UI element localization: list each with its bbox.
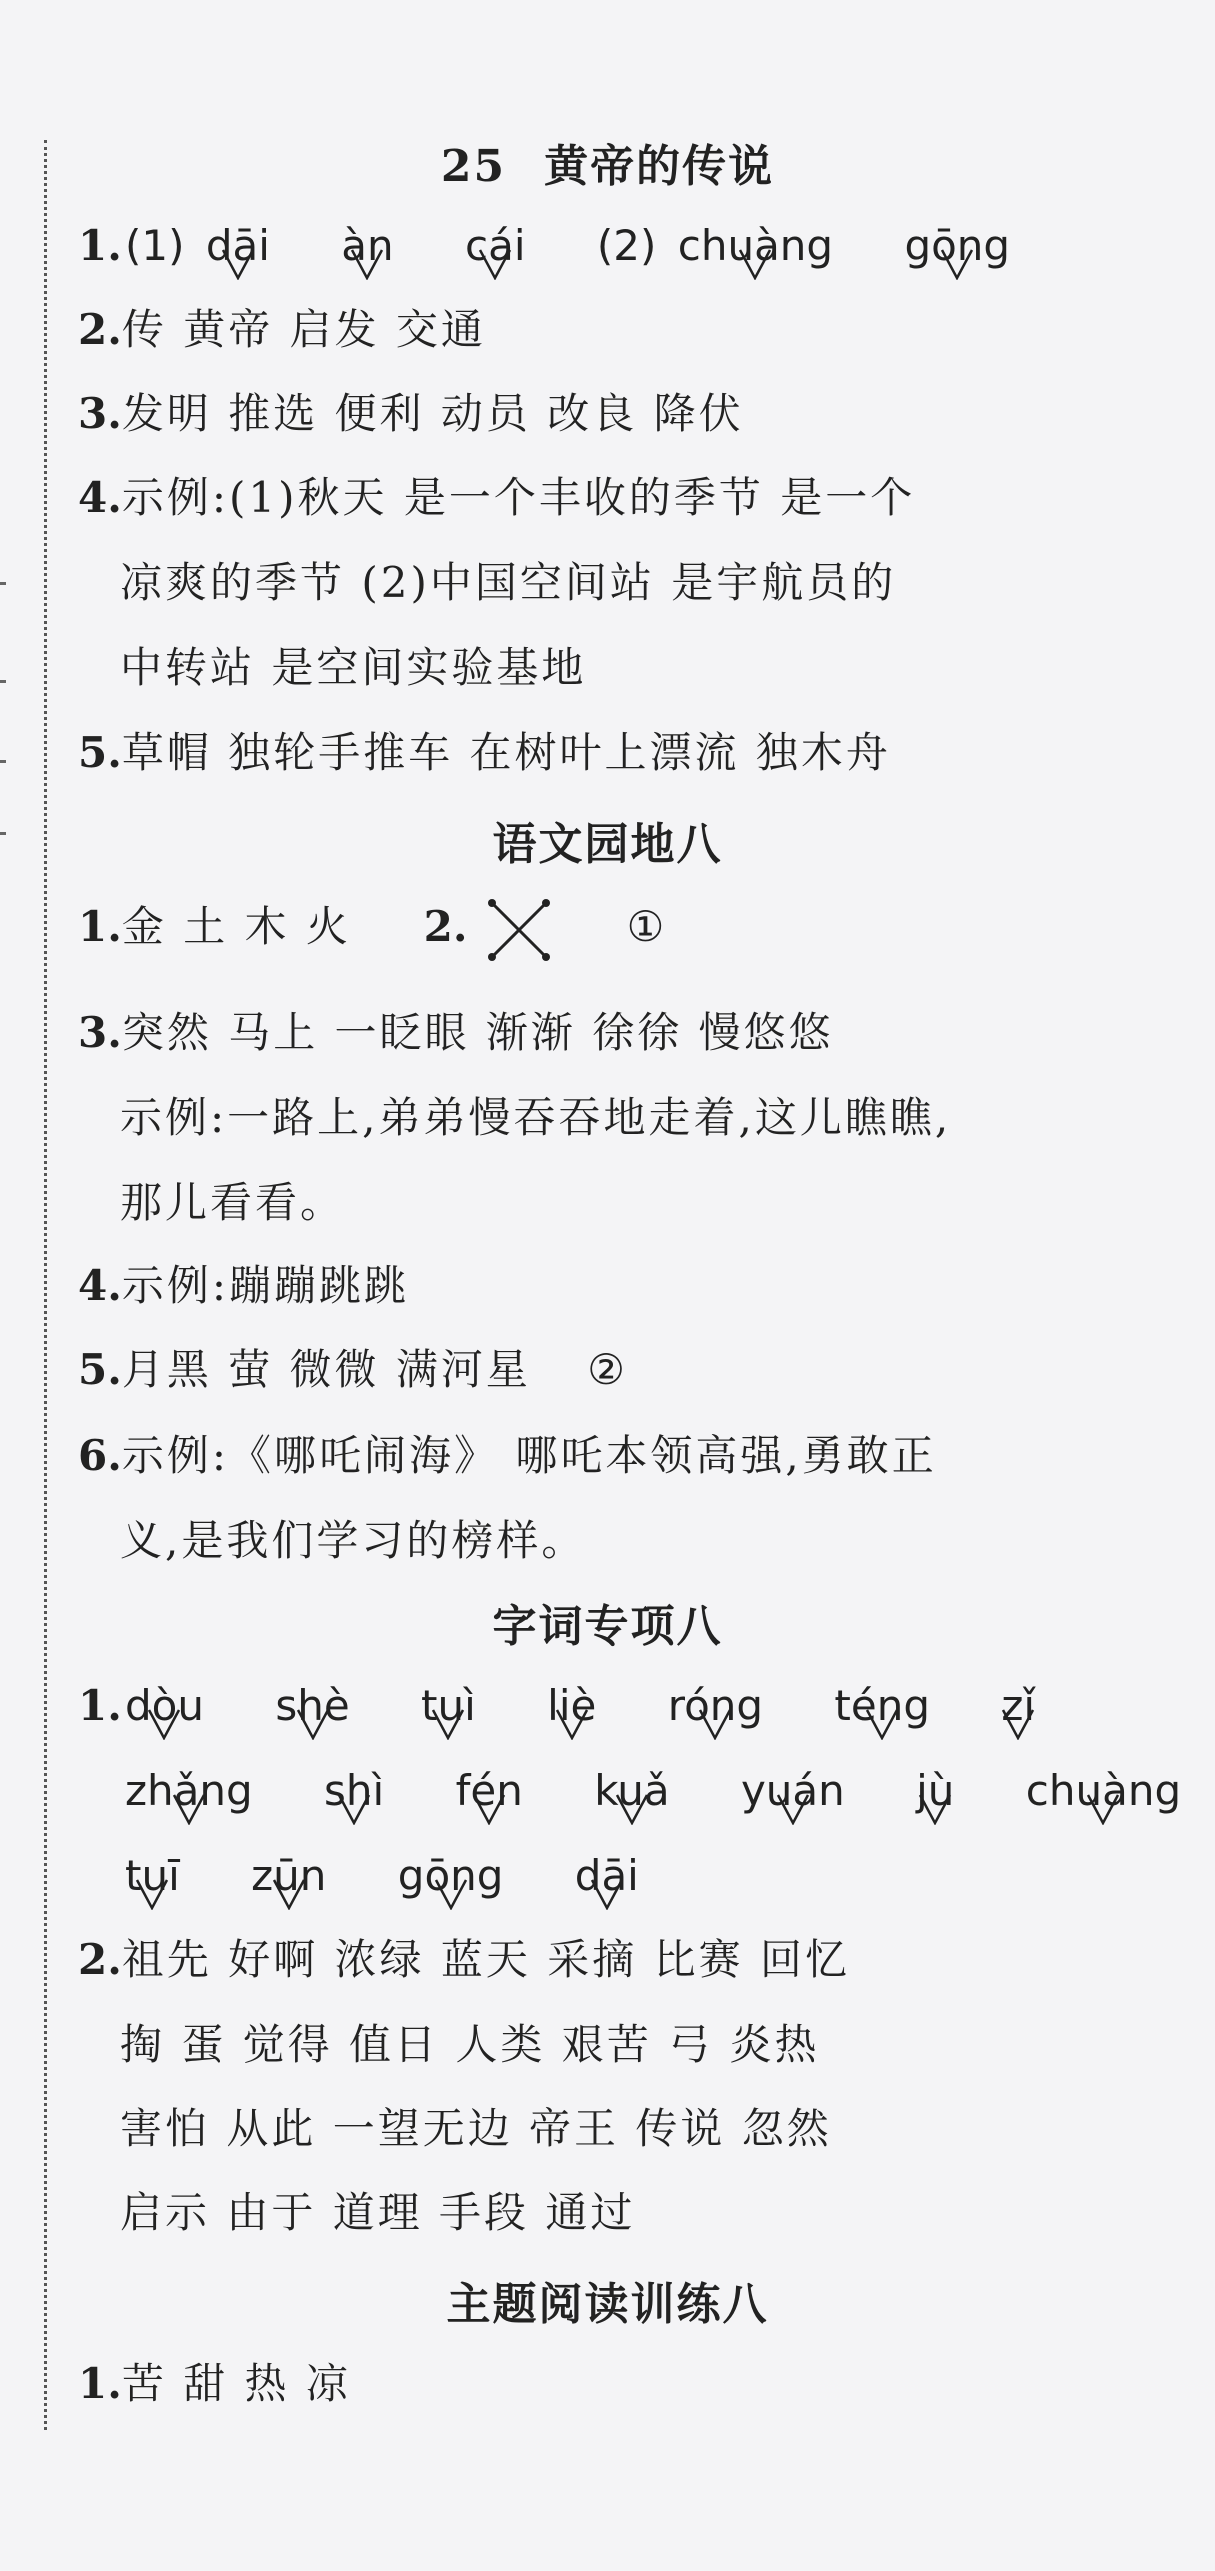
garden-q1 xyxy=(78,895,667,965)
check-mark-icon xyxy=(776,1793,810,1825)
words-q2-line2: 掏 蛋 觉得 值日 人类 艰苦 弓 炎热 xyxy=(120,2020,820,2069)
cross-lines-icon xyxy=(484,895,554,965)
words-q2-line1 xyxy=(78,1932,850,1988)
pinyin-item: dāi xyxy=(206,218,270,274)
pinyin-item: gōng xyxy=(398,1848,504,1904)
s25-q4-line2: 凉爽的季节 (2)中国空间站 是宇航员的 xyxy=(120,558,897,607)
check-mark-icon xyxy=(1001,1708,1035,1740)
answer-text: 突然 马上 一眨眼 渐渐 徐徐 慢悠悠 xyxy=(121,1008,834,1057)
check-mark-icon xyxy=(555,1708,589,1740)
answer-text: 传 黄帝 启发 交通 xyxy=(121,305,486,354)
pinyin-item: kuǎ xyxy=(594,1763,669,1819)
pinyin-item: àn xyxy=(341,218,393,274)
pinyin-item: téng xyxy=(834,1678,930,1734)
question-number: 1. xyxy=(78,902,122,951)
pinyin-item: shì xyxy=(324,1763,384,1819)
check-mark-icon xyxy=(590,1878,624,1910)
pinyin-item: yuán xyxy=(741,1763,845,1819)
words-q1-row1 xyxy=(125,1678,1093,1734)
garden-q3-line3: 那儿看看。 xyxy=(120,1178,346,1227)
binding-dotted-line xyxy=(44,140,47,2430)
words-q1-row3 xyxy=(125,1848,697,1904)
edge-mark xyxy=(0,582,6,585)
s25-q1 xyxy=(78,218,122,274)
garden-q6-line2: 义,是我们学习的榜样。 xyxy=(120,1516,587,1565)
garden-q3-line2: 示例:一路上,弟弟慢吞吞地走着,这儿瞧瞧, xyxy=(120,1093,952,1142)
edge-mark xyxy=(0,680,6,683)
section-title-garden: 语文园地八 xyxy=(492,819,723,870)
garden-q3-line1 xyxy=(78,1005,834,1061)
check-mark-icon xyxy=(272,1878,306,1910)
check-mark-icon xyxy=(918,1793,952,1825)
question-number: 4. xyxy=(78,1261,122,1310)
section-title: 黄帝的传说 xyxy=(544,141,775,192)
section-title-words: 字词专项八 xyxy=(492,1601,723,1652)
pinyin-item: chuàng xyxy=(678,218,833,274)
answer-text: 月黑 萤 微微 满河星 xyxy=(121,1345,531,1394)
s25-q4-line1 xyxy=(78,470,915,526)
question-number: 6. xyxy=(78,1431,122,1480)
answer-text: 金 土 木 火 xyxy=(121,902,351,951)
pinyin-item: róng xyxy=(668,1678,763,1734)
question-number: 2. xyxy=(423,902,468,951)
pinyin-item: dòu xyxy=(125,1678,204,1734)
s25-q5 xyxy=(78,725,891,781)
answer-text: 示例:(1)秋天 是一个丰收的季节 是一个 xyxy=(121,473,916,522)
s25-q4-line3: 中转站 是空间实验基地 xyxy=(120,643,587,692)
question-number: 1. xyxy=(78,221,122,270)
check-mark-icon xyxy=(940,248,974,280)
pinyin-item: zūn xyxy=(251,1848,326,1904)
section-number: 25 xyxy=(440,141,507,192)
question-number: 5. xyxy=(78,1345,122,1394)
check-mark-icon xyxy=(478,248,512,280)
check-mark-icon xyxy=(172,1793,206,1825)
s25-q2 xyxy=(78,302,486,358)
part-label: (1) xyxy=(125,221,185,270)
words-q1-row2 xyxy=(125,1763,1215,1819)
answer-text: 发明 推选 便利 动员 改良 降伏 xyxy=(121,389,744,438)
garden-q6-line1 xyxy=(78,1428,937,1484)
check-mark-icon xyxy=(472,1793,506,1825)
words-q2-line4: 启示 由于 道理 手段 通过 xyxy=(120,2188,636,2237)
words-q1 xyxy=(78,1678,122,1734)
pinyin-item: dāi xyxy=(575,1848,639,1904)
question-number: 3. xyxy=(78,389,122,438)
part-label: (2) xyxy=(596,221,657,270)
check-mark-icon xyxy=(1086,1793,1120,1825)
answer-text: 示例:《哪吒闹海》 哪吒本领高强,勇敢正 xyxy=(121,1431,937,1480)
question-number: 1. xyxy=(78,1681,122,1730)
check-mark-icon xyxy=(337,1793,371,1825)
pinyin-item: chuàng xyxy=(1026,1763,1181,1819)
garden-q5 xyxy=(78,1342,628,1398)
check-mark-icon xyxy=(350,248,384,280)
s25-q3 xyxy=(78,386,744,442)
pinyin-item: cái xyxy=(465,218,526,274)
pinyin-item: zǐ xyxy=(1001,1678,1035,1734)
check-mark-icon xyxy=(431,1708,465,1740)
section-title-reading: 主题阅读训练八 xyxy=(446,2279,769,2330)
question-number: 2. xyxy=(78,305,122,354)
circled-answer: ② xyxy=(587,1345,628,1394)
section-title-25 xyxy=(0,130,1215,194)
answer-text: 草帽 独轮手推车 在树叶上漂流 独木舟 xyxy=(121,728,891,777)
pinyin-item: zhǎng xyxy=(125,1763,253,1819)
pinyin-item: gōng xyxy=(904,218,1010,274)
s25-q1-pinyin xyxy=(125,218,1068,274)
pinyin-item: jù xyxy=(916,1763,954,1819)
question-number: 1. xyxy=(78,2359,122,2408)
words-q2-line3: 害怕 从此 一望无边 帝王 传说 忽然 xyxy=(120,2104,832,2153)
check-mark-icon xyxy=(135,1878,169,1910)
pinyin-item: shè xyxy=(275,1678,349,1734)
answer-text: 苦 甜 热 凉 xyxy=(121,2359,351,2408)
check-mark-icon xyxy=(738,248,772,280)
check-mark-icon xyxy=(615,1793,649,1825)
garden-q4 xyxy=(78,1258,409,1314)
answer-text: 示例:蹦蹦跳跳 xyxy=(121,1261,410,1310)
question-number: 3. xyxy=(78,1008,122,1057)
check-mark-icon xyxy=(296,1708,330,1740)
reading-q1 xyxy=(78,2356,351,2412)
question-number: 5. xyxy=(78,728,122,777)
check-mark-icon xyxy=(221,248,255,280)
check-mark-icon xyxy=(434,1878,468,1910)
question-number: 2. xyxy=(78,1935,122,1984)
pinyin-item: fén xyxy=(456,1763,523,1819)
pinyin-item: liè xyxy=(547,1678,596,1734)
question-number: 4. xyxy=(78,473,122,522)
pinyin-item: tuì xyxy=(421,1678,476,1734)
check-mark-icon xyxy=(147,1708,181,1740)
edge-mark xyxy=(0,760,6,763)
answer-text: 祖先 好啊 浓绿 蓝天 采摘 比赛 回忆 xyxy=(121,1935,850,1984)
check-mark-icon xyxy=(865,1708,899,1740)
check-mark-icon xyxy=(698,1708,732,1740)
pinyin-item: tuī xyxy=(125,1848,180,1904)
circled-answer: ① xyxy=(626,902,668,951)
